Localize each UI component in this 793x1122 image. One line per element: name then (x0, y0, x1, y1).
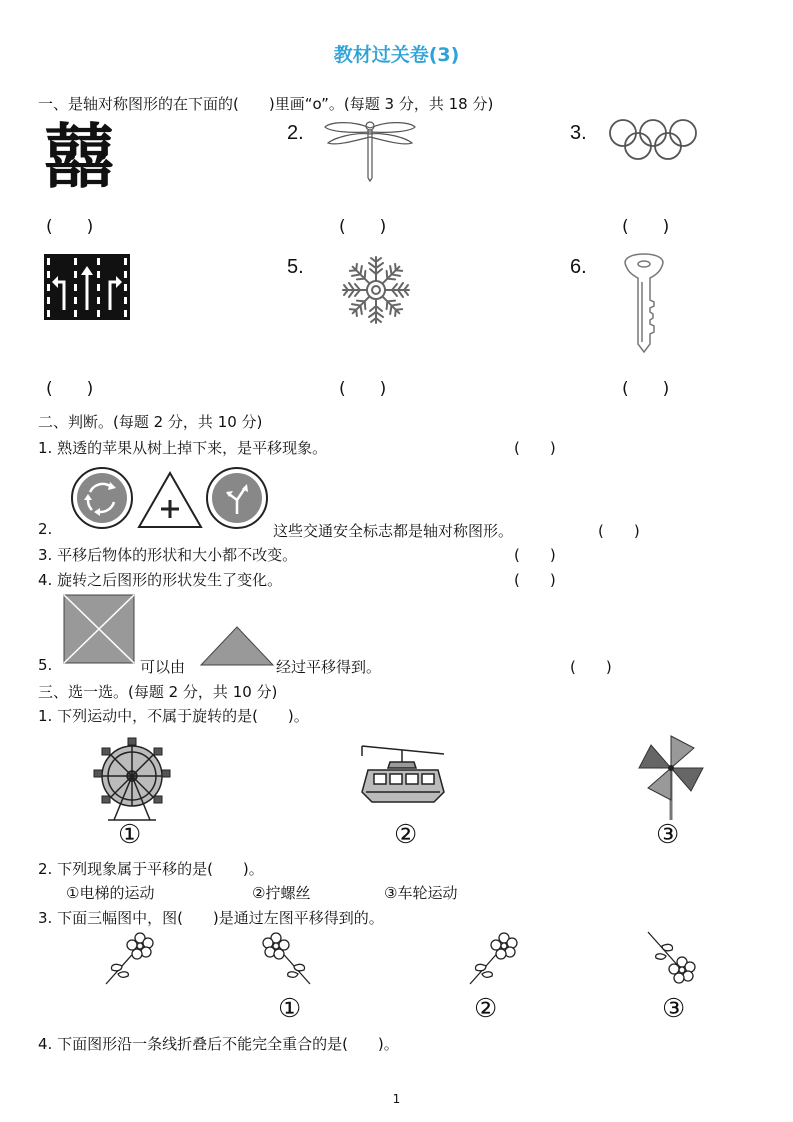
answer-paren-4[interactable]: ( ) (46, 379, 94, 399)
judge-q5-mid: 可以由 (140, 658, 186, 676)
judge-q1: 1. 熟透的苹果从树上掉下来，是平移现象。 (38, 439, 328, 457)
judge-q4: 4. 旋转之后图形的形状发生了变化。 (38, 571, 283, 589)
double-happiness-char: 囍 (44, 115, 112, 198)
roundabout-sign-icon (70, 466, 134, 530)
section3-heading: 三、选一选。(每题 2 分，共 10 分) (38, 683, 278, 701)
page-number: 1 (392, 1092, 401, 1106)
answer-paren-6[interactable]: ( ) (622, 379, 670, 399)
flower-original-icon (100, 930, 156, 988)
judge-q2-number: 2. (38, 520, 53, 538)
choice-q3-option-3[interactable]: ③ (662, 994, 686, 1024)
triangle-shape (200, 626, 274, 666)
section1-heading: 一、是轴对称图形的在下面的( )里画“o”。(每题 3 分，共 18 分) (38, 95, 494, 113)
judge-q5-number: 5. (38, 656, 53, 674)
judge-paren-5[interactable]: ( ) (570, 658, 612, 676)
ferris-wheel-icon (86, 736, 178, 822)
choice-q2: 2. 下列现象属于平移的是( )。 (38, 860, 264, 878)
section2-heading: 二、判断。(每题 2 分，共 10 分) (38, 413, 263, 431)
judge-paren-2[interactable]: ( ) (598, 522, 640, 540)
choice-q3-option-1[interactable]: ① (278, 994, 302, 1024)
choice-q2-option-2[interactable]: ②拧螺丝 (252, 884, 311, 902)
choice-q1: 1. 下列运动中，不属于旋转的是( )。 (38, 707, 309, 725)
dragonfly-icon (322, 118, 418, 182)
answer-paren-3[interactable]: ( ) (622, 217, 670, 237)
cable-car-icon (360, 744, 446, 806)
q1-3-number: 3. (570, 122, 587, 144)
olympic-rings-icon (606, 118, 700, 162)
choice-q1-option-1[interactable]: ① (118, 820, 142, 850)
judge-q5-end: 经过平移得到。 (276, 658, 382, 676)
judge-paren-3[interactable]: ( ) (514, 546, 556, 564)
answer-paren-5[interactable]: ( ) (339, 379, 387, 399)
crossroad-warning-sign-icon (136, 470, 204, 530)
choice-q4: 4. 下面图形沿一条线折叠后不能完全重合的是( )。 (38, 1035, 399, 1053)
pinwheel-icon (634, 730, 708, 820)
lane-direction-sign-icon (44, 254, 130, 320)
q1-6-number: 6. (570, 256, 587, 278)
choice-q3: 3. 下面三幅图中，图( )是通过左图平移得到的。 (38, 909, 384, 927)
page-title: 教材过关卷(3) (333, 44, 460, 66)
choice-q1-option-2[interactable]: ② (394, 820, 418, 850)
choice-q1-option-3[interactable]: ③ (656, 820, 680, 850)
choice-q2-option-3[interactable]: ③车轮运动 (384, 884, 458, 902)
judge-q3: 3. 平移后物体的形状和大小都不改变。 (38, 546, 298, 564)
answer-paren-1[interactable]: ( ) (46, 217, 94, 237)
flower-option-2-icon (464, 930, 520, 988)
square-with-diagonals-shape (63, 594, 135, 664)
turn-direction-sign-icon (205, 466, 269, 530)
judge-paren-4[interactable]: ( ) (514, 571, 556, 589)
q1-2-number: 2. (287, 122, 304, 144)
flower-option-1-icon (260, 930, 316, 988)
judge-q2: 这些交通安全标志都是轴对称图形。 (273, 522, 514, 540)
snowflake-icon (340, 254, 412, 326)
key-icon (618, 254, 670, 354)
choice-q2-option-1[interactable]: ①电梯的运动 (66, 884, 155, 902)
judge-paren-1[interactable]: ( ) (514, 439, 556, 457)
choice-q3-option-2[interactable]: ② (474, 994, 498, 1024)
answer-paren-2[interactable]: ( ) (339, 217, 387, 237)
flower-option-3-icon (644, 928, 700, 986)
q1-5-number: 5. (287, 256, 304, 278)
